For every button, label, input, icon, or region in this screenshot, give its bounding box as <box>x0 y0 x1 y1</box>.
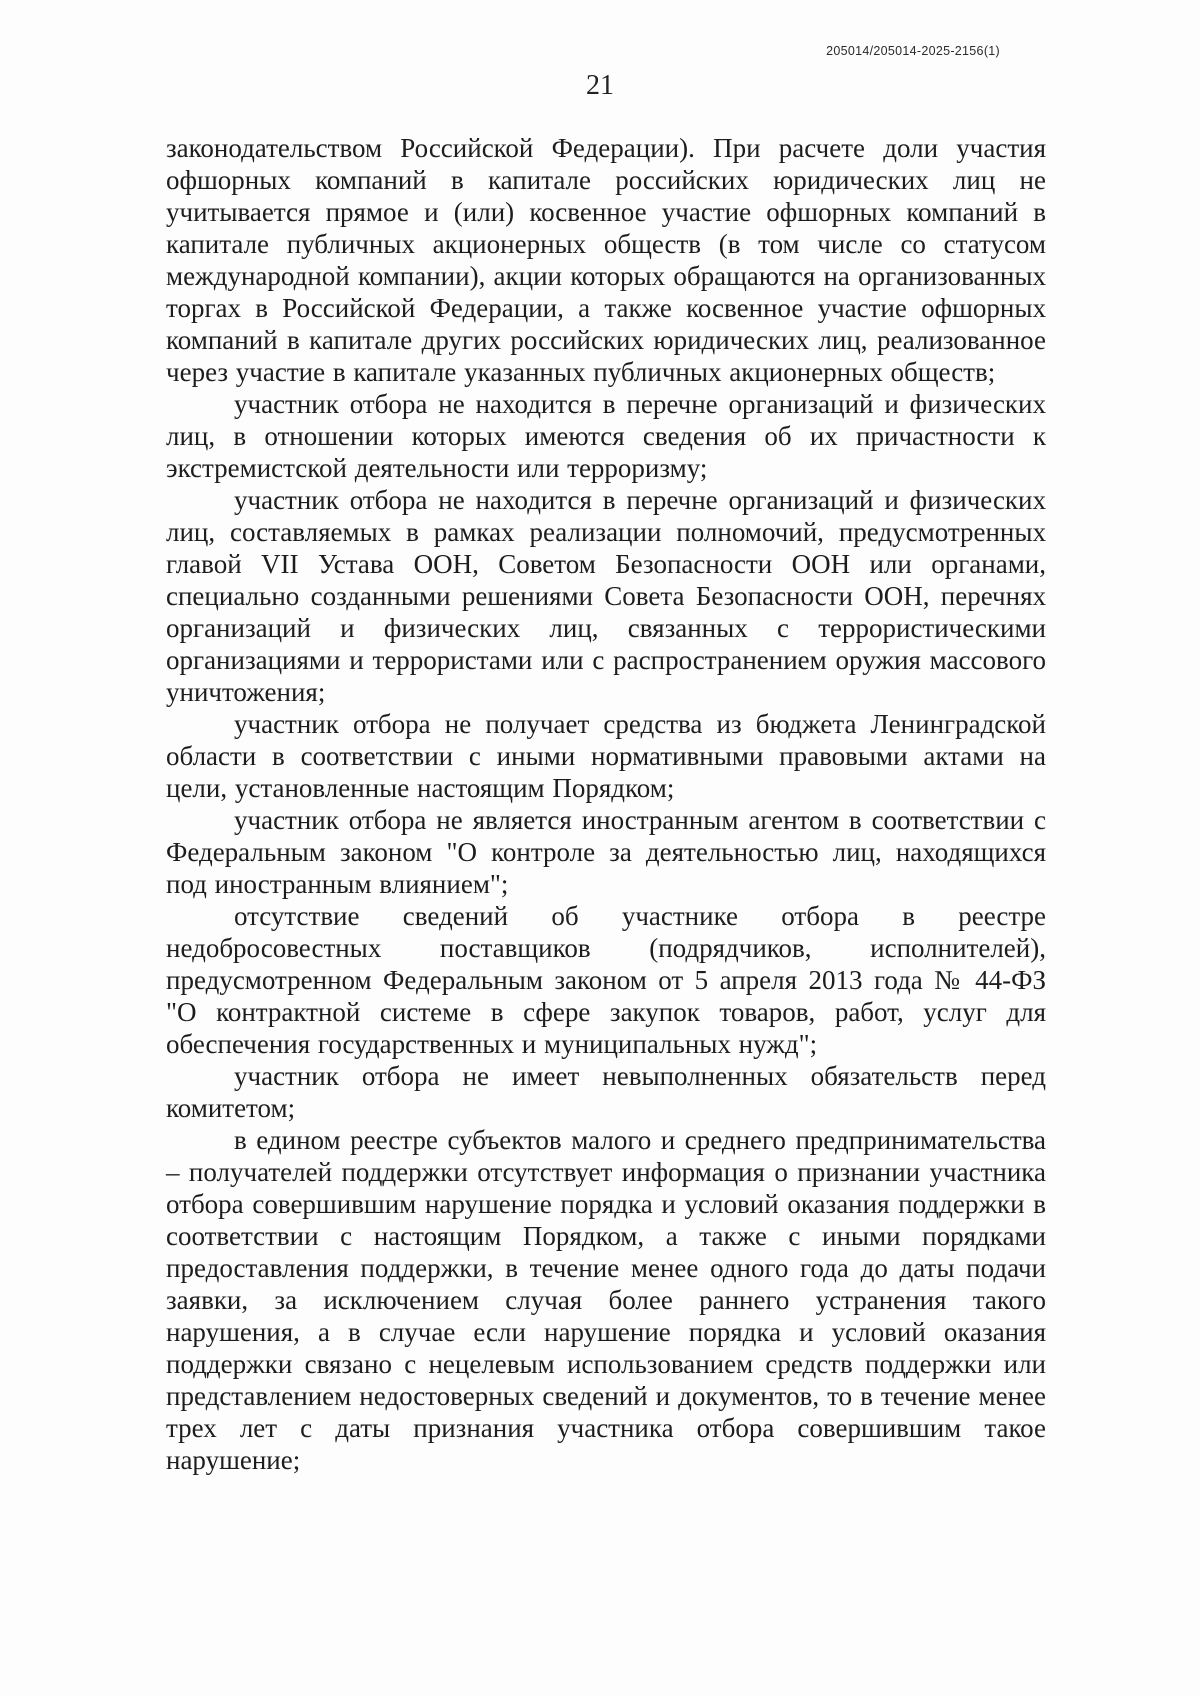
paragraph: участник отбора не получает средства из бюджета Ленинградской области в соответствии с иными нормативными правовыми актами на цели, установленные настоящим Порядком; <box>166 709 1046 803</box>
paragraph: законодательством Российской Федерации). При расчете доли участия офшорных компаний в капитале российских юридических лиц не учитывается прямое и (или) косвенное участие офшорных компаний в капитале публичных акционерных обществ (в том числе со статусом международной компании), акции которых обращаются на организованных торгах в Российской Федерации, а также косвенное участие офшорных компаний в капитале других российских юридических лиц, реализованное через участие в капитале указанных публичных акционерных обществ; <box>166 133 1046 387</box>
page-number: 21 <box>586 70 614 101</box>
document-body <box>166 132 1046 1476</box>
paragraph: участник отбора не имеет невыполненных обязательств перед комитетом; <box>166 1061 1046 1123</box>
paragraph: участник отбора не является иностранным агентом в соответствии с Федеральным законом "О контроле за деятельностью лиц, находящихся под иностранным влиянием"; <box>166 805 1046 899</box>
document-id: 205014/205014-2025-2156(1) <box>826 44 1000 58</box>
paragraph: участник отбора не находится в перечне организаций и физических лиц, в отношении которых имеются сведения об их причастности к экстремистской деятельности или терроризму; <box>166 389 1046 483</box>
paragraph: в едином реестре субъектов малого и среднего предпринимательства – получателей поддержки отсутствует информация о признании участника отбора совершившим нарушение порядка и условий оказания поддержки в соответствии с настоящим Порядком, а также с иными порядками предоставления поддержки, в течение менее одного года до даты подачи заявки, за исключением случая более раннего устранения такого нарушения, а в случае если нарушение порядка и условий оказания поддержки связано с нецелевым использованием средств поддержки или представлением недостоверных сведений и документов, то в течение менее трех лет с даты признания участника отбора совершившим такое нарушение; <box>166 1125 1046 1475</box>
paragraph: отсутствие сведений об участнике отбора в реестре недобросовестных поставщиков (подрядчиков, исполнителей), предусмотренном Федеральным законом от 5 апреля 2013 года № 44-ФЗ "О контрактной системе в сфере закупок товаров, работ, услуг для обеспечения государственных и муниципальных нужд"; <box>166 901 1046 1059</box>
paragraph: участник отбора не находится в перечне организаций и физических лиц, составляемых в рамках реализации полномочий, предусмотренных главой VII Устава ООН, Советом Безопасности ООН или органами, специально созданными решениями Совета Безопасности ООН, перечнях организаций и физических лиц, связанных с террористическими организациями и террористами или с распространением оружия массового уничтожения; <box>166 485 1046 707</box>
